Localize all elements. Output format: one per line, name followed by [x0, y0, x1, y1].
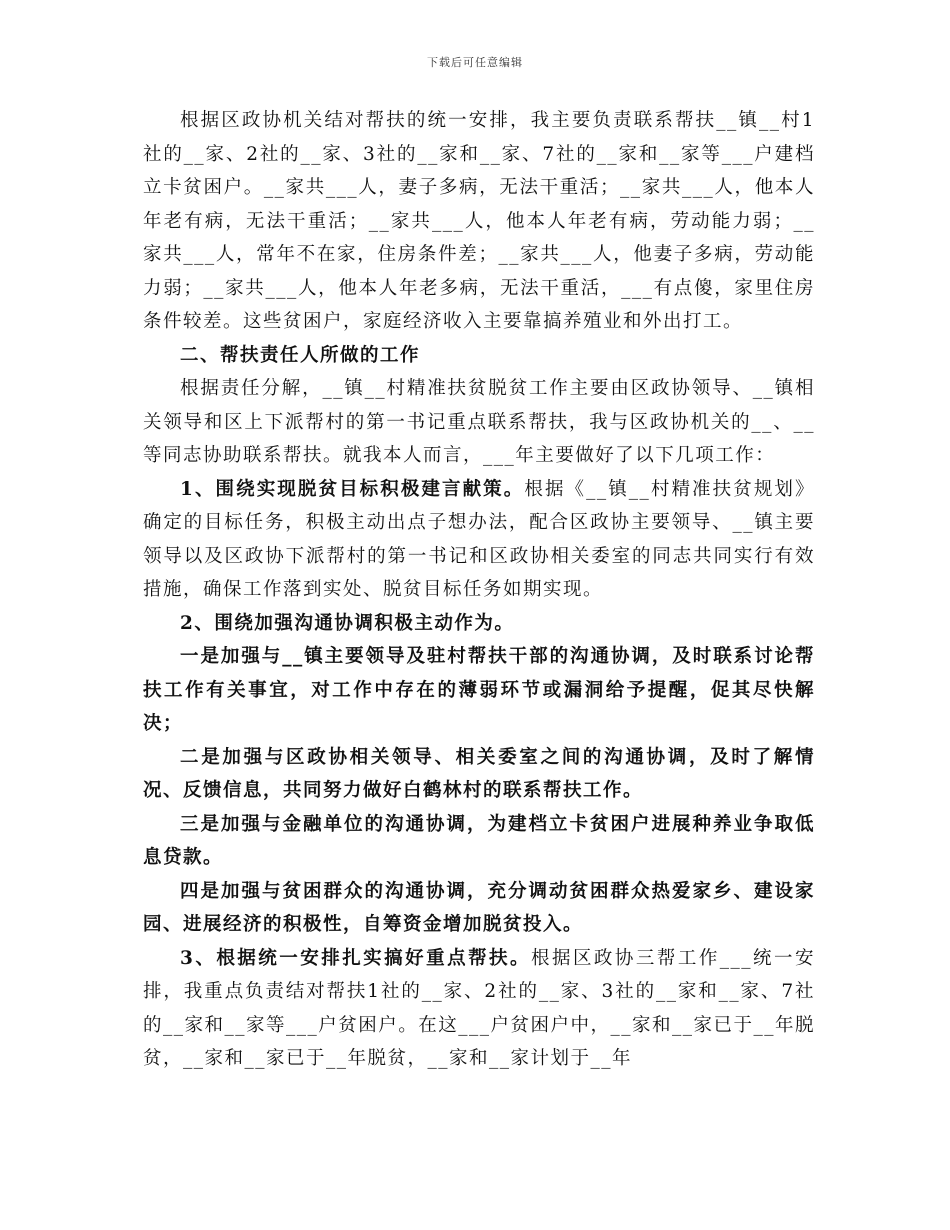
- document-body: [143, 104, 815, 1076]
- paragraph-item-3: [143, 942, 815, 1076]
- paragraph-point-4: 四是加强与贫困群众的沟通协调，充分调动贫困群众热爱家乡、建设家园、进展经济的积极性，自筹资金增加脱贫投入。: [143, 880, 815, 935]
- paragraph-household-intro: 根据区政协机关结对帮扶的统一安排，我主要负责联系帮扶__镇__村1社的__家、2社的__家、3社的__家和__家、7社的__家和__家等___户建档立卡贫困户。__家共___人，妻子多病，无法干重活；__家共___人，他本人年老有病，无法干重活；__家共___人，他本人年老有病，劳动能力弱；__家共___人，常年不在家，住房条件差；__家共___人，他妻子多病，劳动能力弱；__家共___人，他本人年老多病，无法干重活，___有点傻，家里住房条件较差。这些贫困户，家庭经济收入主要靠搞养殖业和外出打工。: [143, 110, 815, 332]
- paragraph-point-1: 一是加强与__镇主要领导及驻村帮扶干部的沟通协调，及时联系讨论帮扶工作有关事宜，对工作中存在的薄弱环节或漏洞给予提醒，促其尽快解决；: [143, 646, 815, 734]
- paragraph-point-3: 三是加强与金融单位的沟通协调，为建档立卡贫困户进展种养业争取低息贷款。: [143, 813, 815, 868]
- page-header: 下载后可任意编辑: [427, 56, 523, 69]
- paragraph-responsibility: 根据责任分解，__镇__村精准扶贫脱贫工作主要由区政协领导、__镇相关领导和区上下派帮村的第一书记重点联系帮扶，我与区政协机关的__、__等同志协助联系帮扶。就我本人而言，___年主要做好了以下几项工作：: [143, 378, 815, 466]
- item-1-lead: 1、围绕实现脱贫目标积极建言献策。: [180, 478, 525, 500]
- item-1-body: 根据《__镇__村精准扶贫规划》确定的目标任务，积极主动出点子想办法，配合区政协主要领导、__镇主要领导以及区政协下派帮村的第一书记和区政协相关委室的同志共同实行有效措施，确保工作落到实处、脱贫目标任务如期实现。: [143, 478, 815, 600]
- item-3-body: 根据区政协三帮工作___统一安排，我重点负责结对帮扶1社的__家、2社的__家、3社的__家和__家、7社的__家和__家等___户贫困户。在这___户贫困户中，__家和__家已于__年脱贫，__家和__家已于__年脱贫，__家和__家计划于__年: [143, 947, 816, 1069]
- paragraph-point-2: 二是加强与区政协相关领导、相关委室之间的沟通协调，及时了解情况、反馈信息，共同努力做好白鹤林村的联系帮扶工作。: [143, 746, 815, 801]
- item-3-lead: 3、根据统一安排扎实搞好重点帮扶。: [180, 947, 531, 969]
- paragraph-item-1: [143, 473, 815, 607]
- paragraph-item-2-heading: 2、围绕加强沟通协调积极主动作为。: [180, 612, 515, 634]
- section-heading-work-done: 二、帮扶责任人所做的工作: [180, 344, 421, 366]
